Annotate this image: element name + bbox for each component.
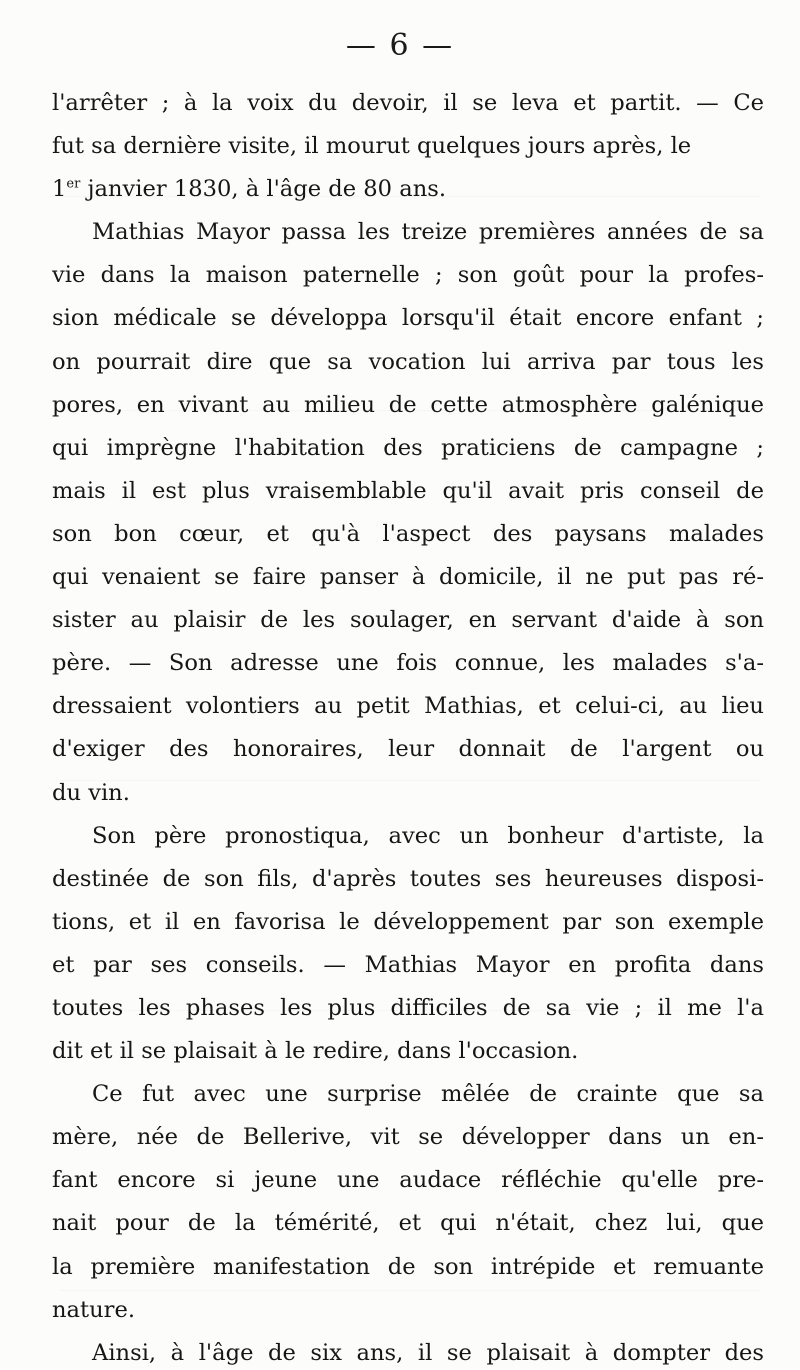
text-line: toutes les phases les plus difficiles de sa vie ; il me l'a — [52, 994, 764, 1021]
page-number: — 6 — — [345, 28, 455, 63]
superscript-er: er — [66, 176, 81, 192]
text-line: qui venaient se faire panser à domicile, il ne put pas ré- — [52, 564, 764, 591]
text-line: d'exiger des honoraires, leur donnait de l'argent ou — [52, 736, 764, 763]
text-line: dit et il se plaisait à le redire, dans l'occasion. — [52, 1038, 579, 1065]
text-line: dressaient volontiers au petit Mathias, et celui-ci, au lieu — [52, 693, 764, 720]
text-line: la première manifestation de son intrépide et remuante — [52, 1253, 764, 1280]
text-line: pores, en vivant au milieu de cette atmosphère galénique — [52, 391, 764, 418]
text-line: nait pour de la témérité, et qui n'était, chez lui, que — [52, 1210, 764, 1237]
text-line: son bon cœur, et qu'à l'aspect des paysans malades — [52, 520, 764, 547]
paragraph-start: Ce fut avec une surprise mêlée de crainte que sa — [92, 1081, 764, 1108]
date-day: 1 — [52, 176, 67, 203]
text-line: tions, et il en favorisa le développement par son exemple — [52, 908, 764, 935]
text-line-date — [52, 168, 764, 211]
body-text — [52, 82, 764, 1370]
text-line: mais il est plus vraisemblable qu'il avait pris conseil de — [52, 477, 764, 504]
text-line: fant encore si jeune une audace réfléchie qu'elle pre- — [52, 1167, 764, 1194]
text-line: mère, née de Bellerive, vit se développer dans un en- — [52, 1124, 764, 1151]
text-line: père. — Son adresse une fois connue, les malades s'a- — [52, 650, 764, 677]
text-line: sion médicale se développa lorsqu'il était encore enfant ; — [52, 305, 764, 332]
text-line: nature. — [52, 1296, 136, 1323]
date-rest: janvier 1830, à l'âge de 80 ans. — [87, 176, 447, 203]
text-line: destinée de son fils, d'après toutes ses heureuses disposi- — [52, 865, 764, 892]
paragraph-start: Ainsi, à l'âge de six ans, il se plaisait à dompter des — [92, 1339, 764, 1366]
text-line: fut sa dernière visite, il mourut quelques jours après, le — [52, 133, 692, 160]
paragraph-start: Son père pronostiqua, avec un bonheur d'artiste, la — [92, 822, 764, 849]
text-line: l'arrêter ; à la voix du devoir, il se leva et partit. — Ce — [52, 90, 764, 116]
text-line: et par ses conseils. — Mathias Mayor en profita dans — [52, 951, 764, 978]
paragraph-start: Mathias Mayor passa les treize premières années de sa — [92, 219, 764, 246]
text-line: sister au plaisir de les soulager, en servant d'aide à son — [52, 607, 764, 634]
text-line: du vin. — [52, 779, 130, 806]
text-line: on pourrait dire que sa vocation lui arriva par tous les — [52, 348, 764, 375]
text-line: vie dans la maison paternelle ; son goût pour la profes- — [52, 262, 764, 289]
text-line: qui imprègne l'habitation des praticiens de campagne ; — [52, 434, 764, 461]
